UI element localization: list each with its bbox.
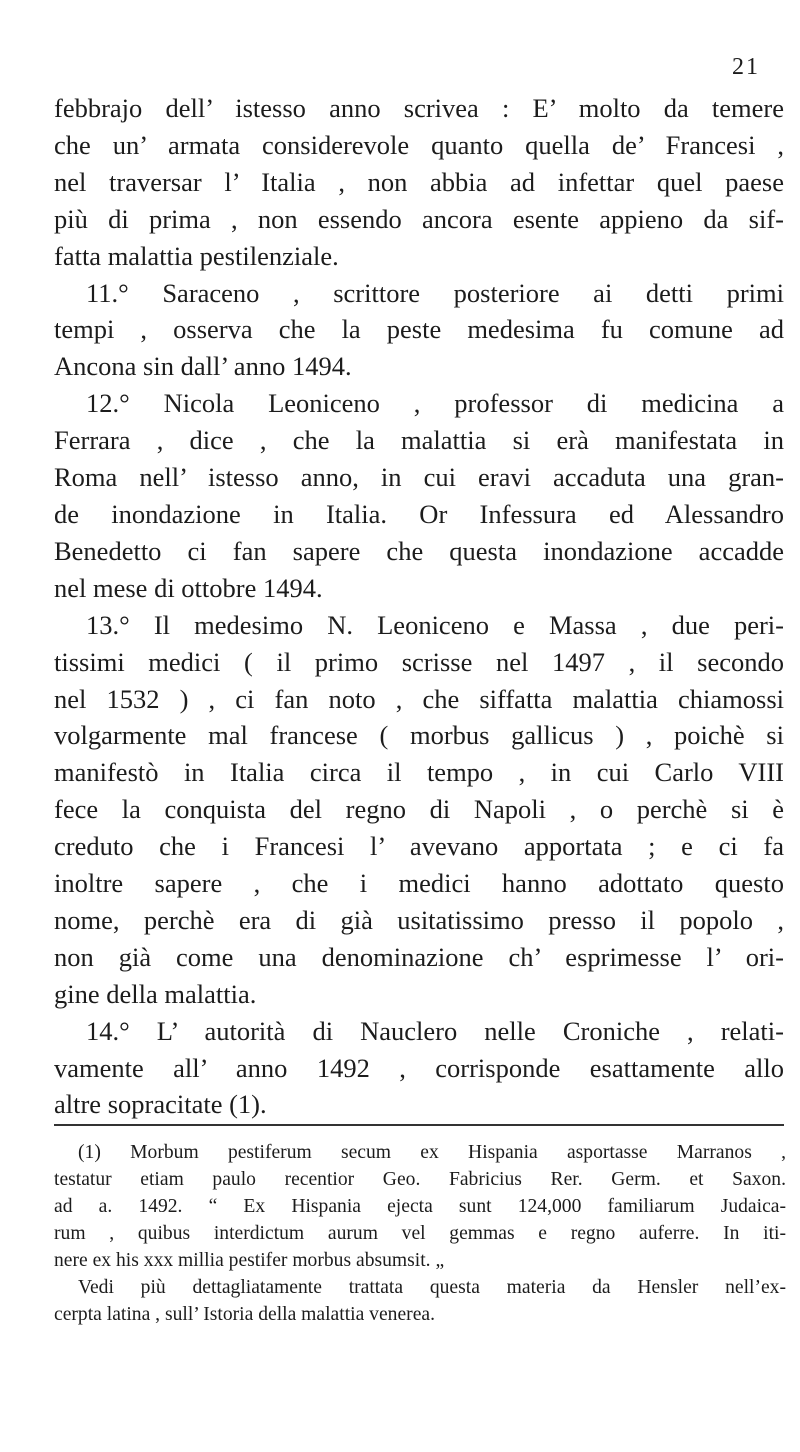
paragraph-11-start: 11.° Saraceno , scrittore posteriore ai detti primi	[86, 277, 784, 308]
main-text	[54, 90, 784, 1123]
paragraph-13-start: 13.° Il medesimo N. Leoniceno e Massa , due peri-	[86, 609, 784, 640]
text-line: Roma nell’ istesso anno, in cui eravi accaduta una gran-	[54, 462, 784, 493]
text-line: creduto che i Francesi l’ avevano apportata ; e ci fa	[54, 831, 784, 862]
text-line: nel mese di ottobre 1494.	[54, 572, 323, 603]
text-line: fece la conquista del regno di Napoli , o perchè si è	[54, 794, 784, 825]
footnote-line: cerpta latina , sull’ Istoria della malattia venerea.	[54, 1304, 435, 1325]
footnote-line: Vedi più dettagliatamente trattata questa materia da Hensler nell’ex-	[78, 1277, 786, 1298]
page-number: 21	[732, 54, 760, 80]
text-line: Benedetto ci fan sapere che questa inondazione accadde	[54, 535, 784, 566]
footnote-divider	[54, 1124, 784, 1126]
footnote-line: ad a. 1492. “ Ex Hispania ejecta sunt 124,000 familiarum Judaica-	[54, 1196, 786, 1217]
text-line: tissimi medici ( il primo scrisse nel 1497 , il secondo	[54, 646, 784, 677]
text-line: Ancona sin dall’ anno 1494.	[54, 351, 352, 382]
text-line: inoltre sapere , che i medici hanno adottato questo	[54, 868, 784, 899]
footnotes	[54, 1139, 786, 1328]
text-line: altre sopracitate (1).	[54, 1089, 267, 1120]
text-line: vamente all’ anno 1492 , corrisponde esattamente allo	[54, 1052, 784, 1083]
text-line: non già come una denominazione ch’ esprimesse l’ ori-	[54, 941, 784, 972]
text-line: più di prima , non essendo ancora esente appieno da sif-	[54, 203, 784, 234]
text-line: febbrajo dell’ istesso anno scrivea : E’ molto da temere	[54, 93, 784, 123]
text-line: gine della malattia.	[54, 978, 257, 1009]
paragraph-12-start: 12.° Nicola Leoniceno , professor di medicina a	[86, 388, 784, 419]
text-line: Ferrara , dice , che la malattia si erà manifestata in	[54, 425, 784, 456]
text-line: che un’ armata considerevole quanto quella de’ Francesi ,	[54, 129, 784, 160]
text-line: tempi , osserva che la peste medesima fu comune ad	[54, 314, 784, 345]
footnote-1-start: (1) Morbum pestiferum secum ex Hispania asportasse Marranos ,	[78, 1142, 786, 1163]
text-line: volgarmente mal francese ( morbus gallicus ) , poichè si	[54, 720, 784, 751]
text-line: nel 1532 ) , ci fan noto , che siffatta malattia chiamossi	[54, 683, 784, 714]
footnote-line: nere ex his xxx millia pestifer morbus absumsit. „	[54, 1250, 445, 1271]
paragraph-14-start: 14.° L’ autorità di Nauclero nelle Croniche , relati-	[86, 1015, 784, 1046]
text-line: de inondazione in Italia. Or Infessura ed Alessandro	[54, 498, 784, 529]
text-line: nel traversar l’ Italia , non abbia ad infettar quel paese	[54, 166, 784, 197]
text-line: nome, perchè era di già usitatissimo presso il popolo ,	[54, 904, 784, 935]
footnote-line: rum , quibus interdictum aurum vel gemmas e regno auferre. In iti-	[54, 1223, 786, 1244]
text-line: fatta malattia pestilenziale.	[54, 240, 339, 271]
footnote-line: testatur etiam paulo recentior Geo. Fabricius Rer. Germ. et Saxon.	[54, 1169, 786, 1190]
text-line: manifestò in Italia circa il tempo , in cui Carlo VIII	[54, 757, 784, 788]
